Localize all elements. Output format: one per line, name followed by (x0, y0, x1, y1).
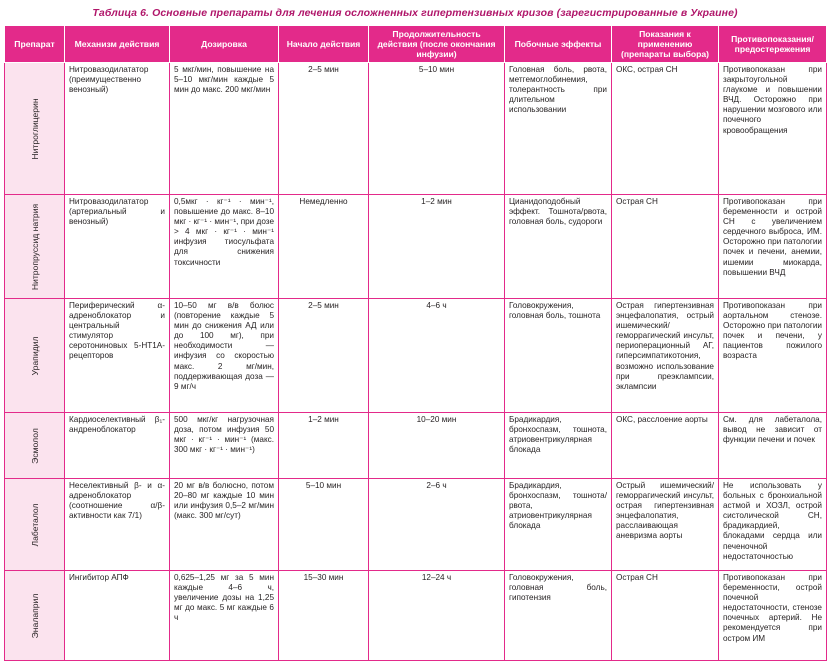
contraindications-cell: Противопоказан при беременности и острой СН с увеличением сердечного выброса, ИМ. Осторожно при патологии почек и печени, анемии, ишемии миокарда, повышении ВЧД (719, 195, 827, 299)
mechanism-cell: Нитровазодилататор (артериальный и венозный) (65, 195, 170, 299)
side-effects-cell: Цианидоподобный эффект. Тошнота/рвота, головная боль, судороги (505, 195, 612, 299)
contraindications-cell: Противопоказан при аортальном стенозе. Осторожно при патологии почек и печени, у пациентов пожилого возраста (719, 299, 827, 413)
onset-cell: 15–30 мин (279, 571, 369, 661)
dosage-cell: 0,625–1,25 мг за 5 мин каждые 4–6 ч, увеличение дозы на 1,25 мг до макс. 5 мг каждые 6 ч (170, 571, 279, 661)
dosage-cell: 5 мкг/мин, повышение на 5–10 мкг/мин каждые 5 мин до макс. 200 мкг/мин (170, 63, 279, 195)
drug-name-cell (5, 413, 65, 479)
onset-cell: 5–10 мин (279, 479, 369, 571)
col-header-dosage: Дозировка (170, 26, 279, 63)
duration-cell: 2–6 ч (369, 479, 505, 571)
drugs-table (4, 25, 827, 661)
drug-name-cell (5, 479, 65, 571)
col-header-side-effects: Побочные эффекты (505, 26, 612, 63)
mechanism-cell: Периферический α-адреноблокатор и центральный стимулятор серотониновых 5-HT1A-рецепторов (65, 299, 170, 413)
col-header-mechanism: Механизм действия (65, 26, 170, 63)
side-effects-cell: Головокружения, головная боль, гипотензия (505, 571, 612, 661)
duration-cell: 10–20 мин (369, 413, 505, 479)
dosage-cell: 10–50 мг в/в болюс (повторение каждые 5 мин до снижения АД или до 100 мг), при необходимости — инфузия со скоростью макс. 2 мг/мин, поддерживающая доза — 9 мг/ч (170, 299, 279, 413)
col-header-duration: Продолжительность действия (после окончания инфузии) (369, 26, 505, 63)
onset-cell: Немедленно (279, 195, 369, 299)
indications-cell: Острая СН (612, 571, 719, 661)
table-row (5, 479, 827, 571)
indications-cell: Острая гипертензивная энцефалопатия, острый ишемический/геморрагический инсульт, периоперационный АГ, гиперсимпатикотония, возможно использование при преэклампсии, эклампсии (612, 299, 719, 413)
col-header-onset: Начало действия (279, 26, 369, 63)
drug-name: Нитроглицерин (29, 97, 40, 160)
table-row (5, 195, 827, 299)
indications-cell: ОКС, расслоение аорты (612, 413, 719, 479)
indications-cell: Острый ишемический/геморрагический инсульт, острая гипертензивная энцефалопатия, расслаивающая аневризма аорты (612, 479, 719, 571)
table-row (5, 413, 827, 479)
duration-cell: 5–10 мин (369, 63, 505, 195)
indications-cell: Острая СН (612, 195, 719, 299)
side-effects-cell: Головная боль, рвота, метгемоглобинемия, толерантность при длительном использовании (505, 63, 612, 195)
dosage-cell: 500 мкг/кг нагрузочная доза, потом инфузия 50 мкг · кг⁻¹ · мин⁻¹ (макс. 300 мкг · кг⁻¹ · мин⁻¹) (170, 413, 279, 479)
table-row (5, 571, 827, 661)
drug-name: Лабеталол (29, 502, 40, 547)
contraindications-cell: Противопоказан при беременности, острой почечной недостаточности, стенозе почечных артерий. Не рекомендуется при остром ИМ (719, 571, 827, 661)
col-header-contraindications: Противопоказания/ предостережения (719, 26, 827, 63)
table-row (5, 63, 827, 195)
side-effects-cell: Брадикардия, бронхоспазм, тошнота/рвота, атриовентрикулярная блокада (505, 479, 612, 571)
drug-name: Нитропруссид натрия (29, 203, 40, 290)
header-row (5, 26, 827, 63)
duration-cell: 4–6 ч (369, 299, 505, 413)
drug-name-cell (5, 299, 65, 413)
drug-name-cell (5, 571, 65, 661)
mechanism-cell: Нитровазодилататор (преимущественно венозный) (65, 63, 170, 195)
side-effects-cell: Брадикардия, бронхоспазм, тошнота, атриовентрикулярная блокада (505, 413, 612, 479)
mechanism-cell: Неселективный β- и α-адреноблокатор (соотношение α/β-активности как 7/1) (65, 479, 170, 571)
drug-name: Эналаприл (29, 593, 40, 638)
contraindications-cell: См. для лабеталола, вывод не зависит от функции печени и почек (719, 413, 827, 479)
table-caption: Таблица 6. Основные препараты для лечения осложненных гипертензивных кризов (зарегистрированные в Украине) (92, 7, 738, 19)
duration-cell: 1–2 мин (369, 195, 505, 299)
contraindications-cell: Противопоказан при закрытоугольной глаукоме и повышении ВЧД. Осторожно при нарушении мозгового или почечного кровообращения (719, 63, 827, 195)
drug-name: Урапидил (29, 336, 40, 375)
table-row (5, 299, 827, 413)
side-effects-cell: Головокружения, головная боль, тошнота (505, 299, 612, 413)
contraindications-cell: Не использовать у больных с бронхиальной астмой и ХОЗЛ, острой систолической СН, брадикардией, блокадами сердца или печеночной недостаточностью (719, 479, 827, 571)
mechanism-cell: Ингибитор АПФ (65, 571, 170, 661)
col-header-drug: Препарат (5, 26, 65, 63)
onset-cell: 2–5 мин (279, 63, 369, 195)
drug-name-cell (5, 195, 65, 299)
col-header-indications: Показания к применению (препараты выбора) (612, 26, 719, 63)
dosage-cell: 0,5мкг · кг⁻¹ · мин⁻¹, повышение до макс. 8–10 мкг · кг⁻¹ · мин⁻¹, при дозе > 4 мкг · кг⁻¹ · мин⁻¹ инфузия тиосульфата для снижения токсичности (170, 195, 279, 299)
onset-cell: 1–2 мин (279, 413, 369, 479)
mechanism-cell: Кардиоселективный β₁-андреноблокатор (65, 413, 170, 479)
dosage-cell: 20 мг в/в болюсно, потом 20–80 мг каждые 10 мин или инфузия 0,5–2 мг/мин (макс. 300 мг/сут) (170, 479, 279, 571)
duration-cell: 12–24 ч (369, 571, 505, 661)
onset-cell: 2–5 мин (279, 299, 369, 413)
indications-cell: ОКС, острая СН (612, 63, 719, 195)
drug-name: Эсмолол (29, 427, 40, 464)
drug-name-cell (5, 63, 65, 195)
